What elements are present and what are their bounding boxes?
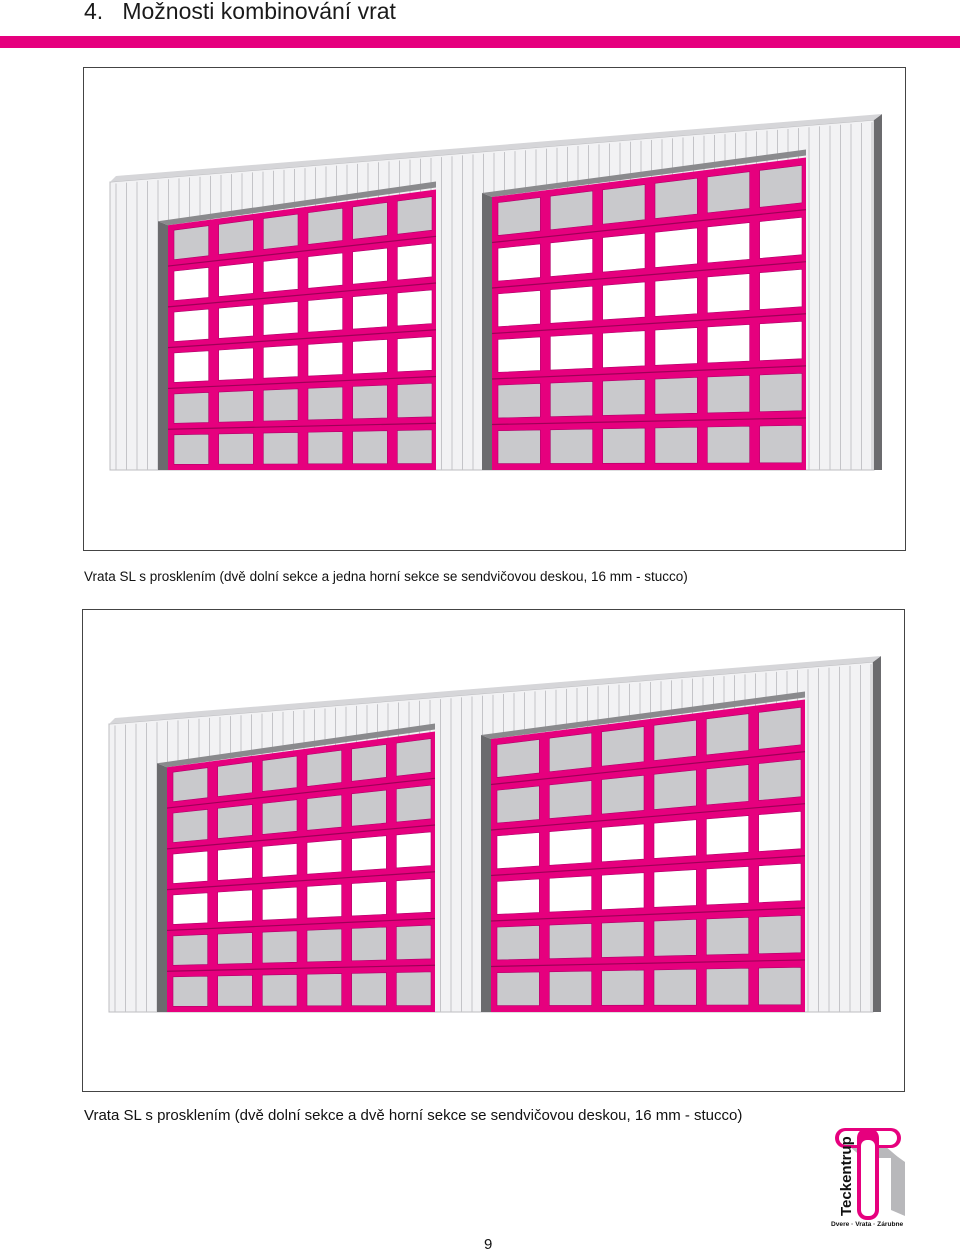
figure-2-door-left-glass-pane: [396, 832, 431, 868]
figure-1-door-right-glass-pane: [498, 290, 540, 326]
figure-1-door-left-infill-panel: [308, 387, 343, 420]
figure-1-door-left-infill-panel: [397, 430, 432, 464]
figure-1-door-left-infill-panel: [397, 383, 432, 417]
figure-2-door-right-infill-panel: [759, 967, 801, 1005]
figure-1-door-left: [158, 182, 436, 470]
figure-1-door-left-glass-pane: [263, 345, 298, 378]
figure-2-door-left-infill-panel: [262, 800, 297, 835]
figure-2-door-right-glass-pane: [497, 832, 539, 868]
figure-1-door-left-infill-panel: [308, 432, 343, 464]
page-number: 9: [484, 1236, 493, 1253]
figure-1-door-right: [482, 150, 806, 470]
figure-1-door-right-glass-pane: [550, 334, 592, 370]
figure-2-door-left-infill-panel: [352, 973, 387, 1006]
figure-1-door-left-glass-pane: [263, 301, 298, 335]
figure-1-door-right-infill-panel: [707, 426, 749, 463]
figure-1-door-right-glass-pane: [603, 233, 645, 272]
figure-2-door-right-infill-panel: [706, 765, 748, 805]
figure-1-door-right-infill-panel: [707, 172, 749, 213]
figure-2-door-left-infill-panel: [218, 762, 253, 797]
figure-2-door-left-infill-panel: [307, 929, 342, 962]
figure-1-door-left-glass-pane: [219, 263, 254, 297]
figure-2-door-left-glass-pane: [262, 887, 297, 920]
figure-2-door-left-infill-panel: [173, 976, 208, 1006]
figure-1-door-left-glass-pane: [174, 351, 209, 383]
figure-2-door-right-glass-pane: [549, 876, 591, 912]
figure-1-door-left-glass-pane: [308, 253, 343, 288]
figure-1-door-right-glass-pane: [550, 239, 592, 277]
figure-1-door-right-infill-panel: [550, 191, 592, 230]
figure-2-door-right-infill-panel: [497, 786, 539, 823]
figure-2-door-right-glass-pane: [706, 866, 748, 905]
figure-1-door-left-infill-panel: [219, 391, 254, 423]
figure-1-door-left-infill-panel: [353, 202, 388, 239]
figure-1-door-left-infill-panel: [353, 385, 388, 419]
figure-1-door-right-infill-panel: [498, 197, 540, 235]
figure-1-door-left-infill-panel: [263, 214, 298, 249]
figure-2-door-right-infill-panel: [706, 917, 748, 955]
figure-2-door-left-infill-panel: [396, 785, 431, 822]
figure-1-door-left-glass-pane: [353, 339, 388, 374]
figure-1-door-right-glass-pane: [760, 321, 802, 360]
figure-2-door-left-glass-pane: [173, 851, 208, 883]
figure-1-illustration: [84, 68, 906, 551]
figure-1-door-right-infill-panel: [603, 379, 645, 415]
figure-2-door-left-infill-panel: [352, 790, 387, 826]
figure-2-door-right-infill-panel: [654, 919, 696, 956]
figure-2-door-right-infill-panel: [654, 770, 696, 810]
figure-2-door-left-infill-panel: [218, 975, 253, 1006]
figure-2-door-right-glass-pane: [706, 816, 748, 855]
figure-1-door-right-glass-pane: [603, 331, 645, 368]
figure-1-door-right-infill-panel: [603, 428, 645, 463]
figure-2-door-right-glass-pane: [654, 870, 696, 908]
figure-2-door-left-infill-panel: [262, 756, 297, 791]
figure-1-door-left-glass-pane: [219, 305, 254, 338]
figure-2-door-right-infill-panel: [497, 972, 539, 1006]
figure-2-door-right-glass-pane: [602, 873, 644, 910]
figure-1-door-right-glass-pane: [707, 324, 749, 363]
figure-1-door-right-infill-panel: [603, 185, 645, 225]
figure-1-door-right-glass-pane: [707, 223, 749, 263]
figure-2-door-right-infill-panel: [549, 923, 591, 958]
figure-1-door-left-glass-pane: [353, 294, 388, 329]
figure-1-door-left-infill-panel: [353, 431, 388, 464]
figure-2-door-right-infill-panel: [654, 969, 696, 1005]
figure-2-door-left-infill-panel: [218, 933, 253, 965]
figure-1-facade-edge: [874, 114, 882, 470]
figure-1-door-right-infill-panel: [655, 178, 697, 218]
figure-2-door-left-infill-panel: [352, 744, 387, 781]
figure-2-door-right-glass-pane: [602, 824, 644, 862]
figure-1-panel: [83, 67, 906, 551]
figure-1-door-left-glass-pane: [308, 298, 343, 333]
figure-2-door-right-infill-panel: [497, 739, 539, 777]
figure-1-door-left-glass-pane: [397, 337, 432, 372]
figure-2-door-left-glass-pane: [307, 840, 342, 875]
figure-1-door-right-infill-panel: [498, 383, 540, 418]
figure-2-door-left-infill-panel: [173, 768, 208, 802]
figure-1-door-right-glass-pane: [498, 337, 540, 372]
figure-2-door-right-glass-pane: [549, 828, 591, 865]
figure-1-door-left-glass-pane: [308, 342, 343, 376]
figure-1-door-right-glass-pane: [707, 274, 749, 313]
figure-2-door-right-infill-panel: [602, 727, 644, 767]
figure-2-door-right-glass-pane: [654, 820, 696, 859]
figure-2-door-left-infill-panel: [396, 972, 431, 1006]
figure-2-door-left-infill-panel: [396, 739, 431, 777]
figure-2-caption: Vrata SL s prosklením (dvě dolní sekce a dvě horní sekce se sendvičovou deskou, 16 mm - stucco): [84, 1107, 743, 1124]
figure-1-door-left-infill-panel: [174, 392, 209, 423]
figure-1-door-right-glass-pane: [760, 269, 802, 309]
figure-2-door-right: [481, 692, 805, 1012]
figure-1-door-right-jamb: [482, 193, 492, 470]
figure-1-door-right-glass-pane: [760, 217, 802, 258]
figure-1-door-left-infill-panel: [397, 197, 432, 235]
figure-2-door-left-glass-pane: [352, 881, 387, 916]
figure-1-door-right-infill-panel: [707, 375, 749, 413]
figure-1-door-left-glass-pane: [397, 243, 432, 280]
figure-2-door-right-infill-panel: [759, 707, 801, 749]
figure-1-door-right-infill-panel: [550, 429, 592, 463]
figure-1-door-right-infill-panel: [760, 373, 802, 411]
figure-2-door-right-infill-panel: [759, 915, 801, 953]
figure-2-door-right-infill-panel: [706, 968, 748, 1005]
logo-brand-text: Teckentrup: [838, 1136, 855, 1216]
figure-2-door-left-glass-pane: [352, 836, 387, 871]
figure-1-door-left-infill-panel: [174, 434, 209, 464]
figure-2-door-right-infill-panel: [654, 720, 696, 760]
figure-1-door-left-glass-pane: [174, 309, 209, 341]
title-rule: [0, 36, 960, 48]
figure-2-door-right-glass-pane: [497, 879, 539, 914]
figure-2-door-right-infill-panel: [602, 775, 644, 814]
figure-1-door-right-glass-pane: [655, 328, 697, 366]
figure-2-door-right-infill-panel: [759, 759, 801, 800]
figure-2-panel: [82, 609, 905, 1092]
figure-2-illustration: [83, 610, 905, 1092]
figure-1-door-right-glass-pane: [550, 286, 592, 323]
figure-1-door-left-glass-pane: [397, 290, 432, 326]
figure-2-door-left-jamb: [157, 763, 167, 1012]
figure-2-door-right-infill-panel: [706, 714, 748, 755]
figure-2-door-left-glass-pane: [173, 893, 208, 925]
figure-1-door-right-infill-panel: [655, 427, 697, 463]
figure-1-door-left-jamb: [158, 221, 168, 470]
figure-2-door-right-infill-panel: [549, 971, 591, 1005]
figure-2-door-left-glass-pane: [262, 843, 297, 877]
figure-2-door-right-jamb: [481, 735, 491, 1012]
figure-2-door-left-glass-pane: [218, 847, 253, 880]
logo-tagline: Dvere · Vrata · Zárubne: [831, 1221, 904, 1228]
figure-1-door-left-glass-pane: [353, 248, 388, 284]
figure-1-door-right-infill-panel: [760, 425, 802, 463]
figure-1-door-left-glass-pane: [174, 267, 209, 300]
figure-1-door-left-infill-panel: [174, 226, 209, 260]
figure-2-door-left-infill-panel: [262, 974, 297, 1006]
figure-1-door-right-glass-pane: [655, 278, 697, 317]
figure-2-door-right-infill-panel: [602, 921, 644, 957]
figure-2-door-left-infill-panel: [307, 750, 342, 786]
figure-2-door-right-infill-panel: [497, 925, 539, 960]
figure-1-door-left-infill-panel: [308, 208, 343, 244]
figure-2-door-left-glass-pane: [396, 879, 431, 914]
figure-2-door-left-glass-pane: [218, 890, 253, 922]
figure-1-door-right-infill-panel: [655, 377, 697, 414]
figure-1-door-left-infill-panel: [219, 220, 254, 255]
figure-1-door-right-infill-panel: [550, 381, 592, 416]
figure-2-door-right-glass-pane: [759, 811, 801, 851]
figure-1-door-left-glass-pane: [263, 258, 298, 293]
figure-1-door-right-glass-pane: [603, 282, 645, 320]
figure-2-door-right-glass-pane: [759, 863, 801, 902]
page-title: 4. Možnosti kombinování vrat: [84, 0, 396, 24]
teckentrup-logo: [827, 1124, 911, 1228]
figure-1-door-right-glass-pane: [655, 228, 697, 268]
figure-1-door-right-infill-panel: [760, 165, 802, 207]
figure-2-door-right-infill-panel: [602, 970, 644, 1005]
figure-1-door-left-infill-panel: [263, 432, 298, 464]
figure-2-door-right-infill-panel: [549, 733, 591, 772]
figure-2-door-left-infill-panel: [218, 805, 253, 839]
figure-1-door-left-infill-panel: [219, 433, 254, 464]
figure-2-door-left-infill-panel: [307, 974, 342, 1006]
figure-2-door-left-infill-panel: [396, 925, 431, 959]
figure-2-door-left-infill-panel: [173, 934, 208, 965]
figure-2-door-left: [157, 724, 435, 1012]
figure-1-door-right-glass-pane: [498, 244, 540, 281]
figure-2-door-right-infill-panel: [549, 781, 591, 819]
figure-2-door-left-glass-pane: [307, 884, 342, 918]
figure-2-door-left-infill-panel: [352, 927, 387, 961]
figure-1-door-left-glass-pane: [219, 348, 254, 380]
figure-1-caption: Vrata SL s prosklením (dvě dolní sekce a jedna horní sekce se sendvičovou deskou, 16 mm - stucco): [84, 569, 688, 584]
figure-1-door-right-infill-panel: [498, 430, 540, 464]
figure-2-door-left-infill-panel: [307, 795, 342, 830]
figure-2-door-left-infill-panel: [262, 931, 297, 963]
figure-2-facade-edge: [873, 656, 881, 1012]
figure-1-door-left-infill-panel: [263, 389, 298, 421]
figure-2-door-left-infill-panel: [173, 809, 208, 842]
